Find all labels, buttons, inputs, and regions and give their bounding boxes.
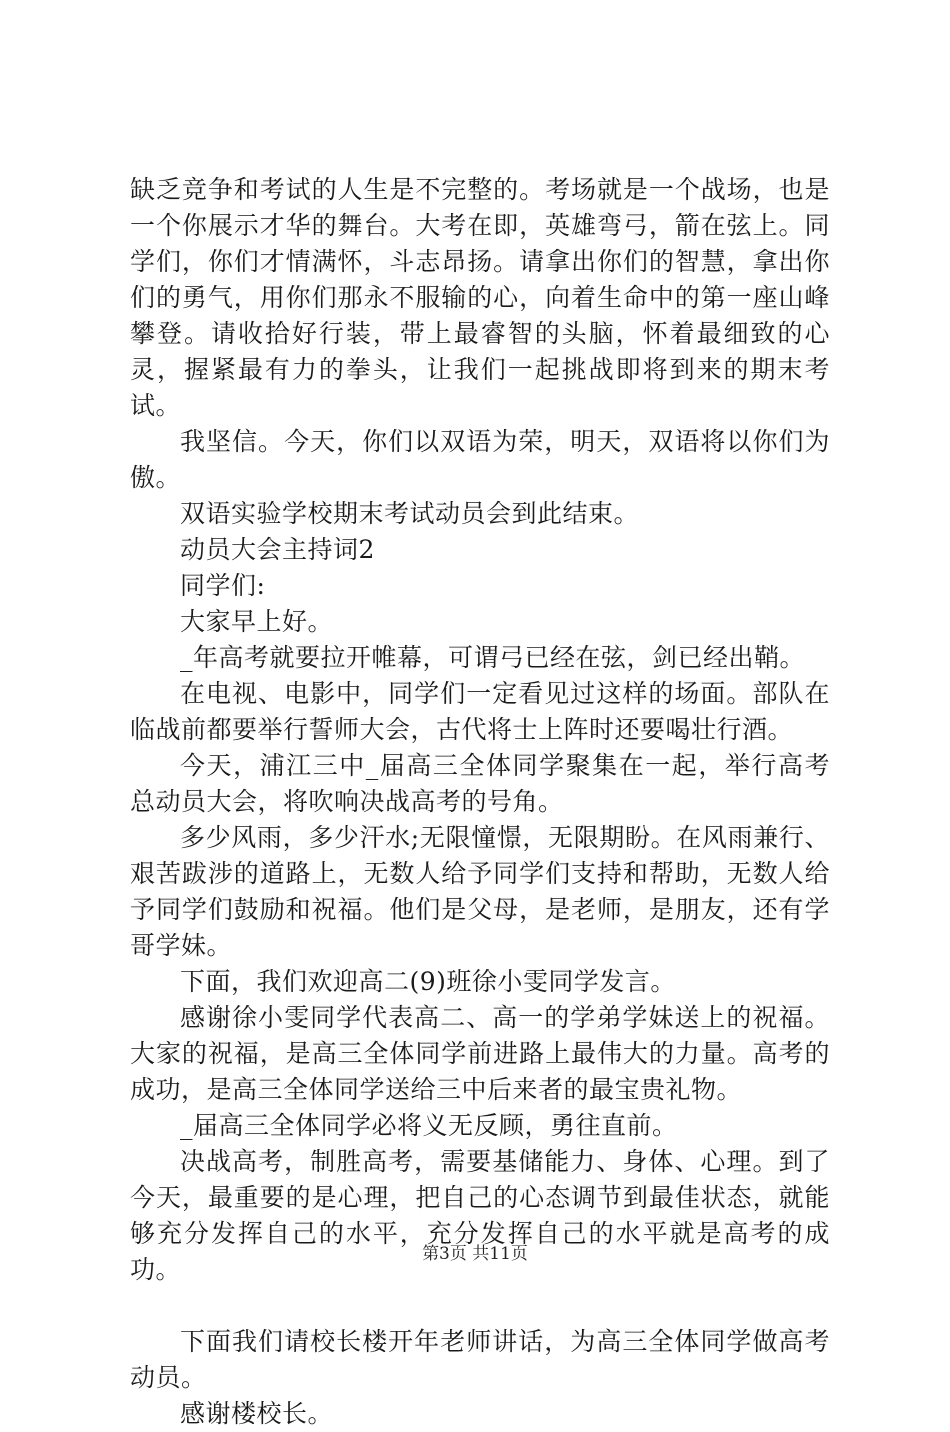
page-number: 第3页 共11页 <box>422 1244 528 1264</box>
paragraph-exam-competition: 缺乏竞争和考试的人生是不完整的。考场就是一个战场，也是一个你展示才华的舞台。大考在即，英雄弯弓，箭在弦上。同学们，你们才情满怀，斗志昂扬。请拿出你们的智慧，拿出你们的勇气，用你们那永不服输的心，向着生命中的第一座山峰攀登。请收拾好行装，带上最睿智的头脑，怀着最细致的心灵，握紧最有力的拳头，让我们一起挑战即将到来的期末考试。 <box>130 175 830 420</box>
paragraph-wind-rain: 多少风雨，多少汗水;无限憧憬，无限期盼。在风雨兼行、艰苦跋涉的道路上，无数人给予同学们支持和帮助，无数人给予同学们鼓励和祝福。他们是父母，是老师，是朋友，还有学哥学妹。 <box>130 823 830 960</box>
paragraph-salutation: 同学们: <box>180 571 266 600</box>
page-footer <box>0 1242 950 1266</box>
paragraph-thanks-speaker: 感谢徐小雯同学代表高二、高一的学弟学妹送上的祝福。大家的祝福，是高三全体同学前进路上最伟大的力量。高考的成功，是高三全体同学送给三中后来者的最宝贵礼物。 <box>130 1003 830 1104</box>
paragraph-greeting: 大家早上好。 <box>180 607 334 636</box>
paragraph-exam-opening: _年高考就要拉开帷幕，可谓弓已经在弦，剑已经出鞘。 <box>180 643 806 672</box>
paragraph-today-assembly: 今天，浦江三中_届高三全体同学聚集在一起，举行高考总动员大会，将吹响决战高考的号角。 <box>130 751 830 816</box>
section-heading: 动员大会主持词2 <box>180 535 375 564</box>
paragraph-forward: _届高三全体同学必将义无反顾，勇往直前。 <box>180 1111 678 1140</box>
paragraph-spacer <box>130 1288 830 1324</box>
paragraph-closing: 双语实验学校期末考试动员会到此结束。 <box>180 499 640 528</box>
paragraph-mindset: 决战高考，制胜高考，需要基储能力、身体、心理。到了今天，最重要的是心理，把自己的心态调节到最佳状态，就能够充分发挥自己的水平，充分发挥自己的水平就是高考的成功。 <box>130 1147 830 1284</box>
paragraph-belief: 我坚信。今天，你们以双语为荣，明天，双语将以你们为傲。 <box>130 427 830 492</box>
paragraph-film-scene: 在电视、电影中，同学们一定看见过这样的场面。部队在临战前都要举行誓师大会，古代将士上阵时还要喝壮行酒。 <box>130 679 830 744</box>
paragraph-principal-speech: 下面我们请校长楼开年老师讲话，为高三全体同学做高考动员。 <box>130 1327 830 1392</box>
paragraph-thanks-principal: 感谢楼校长。 <box>180 1399 334 1428</box>
paragraph-welcome-speaker: 下面，我们欢迎高二(9)班徐小雯同学发言。 <box>180 967 676 996</box>
